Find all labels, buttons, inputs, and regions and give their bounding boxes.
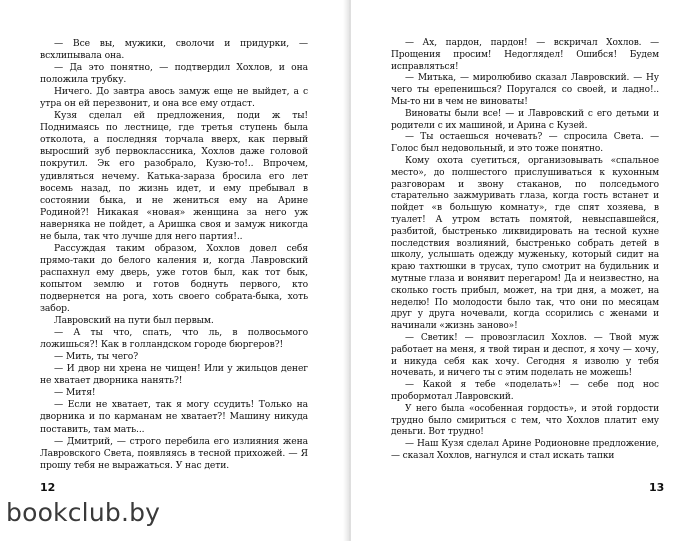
paragraph: — Наш Кузя сделал Арине Родионовне предложение, — сказал Хохлов, нагнулся и стал искать тапки: [391, 439, 659, 461]
right-page-text: [391, 38, 659, 463]
paragraph: — Да это понятно, — подтвердил Хохлов, и она положила трубку.: [40, 62, 308, 86]
paragraph: — Ты остаешься ночевать? — спросила Света. — Голос был недовольный, и это тоже понятно.: [391, 132, 659, 155]
paragraph: — Ах, пардон, пардон! — вскричал Хохлов. — Прощения просим! Недоглядел! Ошибся! Будем исправляться!: [391, 38, 659, 72]
paragraph: Кому охота суетиться, организовывать «спальное место», до полшестого прислушиваться к кухонным разговорам и звону стаканов, по полседьмого старательно зажмуривать глаза, когда гость встанет и пойдет «в большую комнату», где спят хозяева, в туалет! А утром встать помятой, невыспавшейся, разбитой, быстренько ликвидировать на тесной кухне последствия возлияний, быстренько собрать детей в школу, услышать одежду муженьку, который сидит на краю тахтюшки в трусах, тупо смотрит на будильник и мутные глаза и вонявит перегаром! Да и неизвестно, на сколько гость прибыл, может, на три дня, а может, на неделю! По молодости было так, что они по месяцам друг у друга ночевали, когда ссорились с женами и начинали «жизнь заново»!: [391, 155, 659, 332]
paragraph: — Митя!: [54, 387, 96, 399]
paragraph: — Все вы, мужики, сволочи и придурки, — всхлипывала она.: [40, 38, 308, 62]
paragraph: Кузя сделал ей предложения, поди ж ты! Поднимаясь по лестнице, где третья ступень была отколота, а последняя торчала вверх, как первый выросший зуб первоклассника, Хохлов даже головой покрутил. Эк его разобрало, Кузю-то!.. Впрочем, удивляться нечему. Катька-зараза бросила его лет восемь назад, по жизнь идет, и ему пребывал в состоянии быка, и не жениться ему на Арине Родиной?! Никакая «новая» женщина за него уж наверняка не пойдет, а Аришка своя и замуж никогда не была, так что лучше для него партия!..: [40, 110, 308, 242]
paragraph: — Если не хватает, так я могу ссудить! Только на дворника и по карманам не хватает?! Машину никуда поставить, там мать...: [40, 399, 308, 435]
page-number-right: 13: [649, 481, 665, 494]
paragraph: — А ты что, спать, что ль, в полвосьмого ложишься?! Как в голландском городе бюргеров?!: [40, 327, 308, 351]
page-number-left: 12: [40, 481, 56, 494]
paragraph: — И двор ни хрена не чищен! Или у жильцов денег не хватает дворника нанять?!: [40, 363, 308, 387]
right-page: [351, 0, 700, 541]
paragraph: Ничего. До завтра авось замуж еще не выйдет, а с утра он ей перезвонит, и она все ему отдаст.: [40, 86, 308, 110]
site-watermark: bookclub.by: [6, 498, 161, 527]
paragraph: — Митька, — миролюбиво сказал Лавровский. — Ну чего ты ерепенишься? Поругался со своей, и ладно!.. Мы-то ни в чем не виноваты!: [391, 73, 659, 107]
paragraph: — Светик! — провозгласил Хохлов. — Твой муж работает на меня, я твой тиран и деспот, я хочу — хочу, и никуда себя как хочу. Сегодня я изволю у тебя ночевать, и ничего ты с этим поделать не можешь!: [391, 332, 659, 379]
paragraph: — Какой я тебе «поделать»! — себе под нос пробормотал Лавровский.: [391, 380, 659, 402]
paragraph: Виноваты были все! — и Лавровский с его детьми и родители с их машиной, и Арина с Кузей.: [391, 108, 659, 131]
paragraph: — Дмитрий, — строго перебила его излияния жена Лавровского Света, появляясь в тесной прихожей. — Я прошу тебя не выражаться. У нас дети.: [40, 435, 308, 471]
paragraph: — Мить, ты чего?: [54, 351, 139, 363]
left-page-text: [40, 38, 308, 472]
left-page: [0, 0, 349, 541]
paragraph: У него была «особенная гордость», и этой гордости трудно было смириться с тем, что Хохлов платит ему деньги. Вот трудно!: [391, 403, 659, 438]
paragraph: Рассуждая таким образом, Хохлов довел себя прямо-таки до белого каления и, когда Лавровский распахнул ему дверь, уже готов был, как тот бык, копытом землю и готов боднуть первого, кто подвернется на рога, хоть своего собрата-быка, хоть забор.: [40, 242, 308, 315]
paragraph: Лавровский на пути был первым.: [54, 315, 214, 327]
